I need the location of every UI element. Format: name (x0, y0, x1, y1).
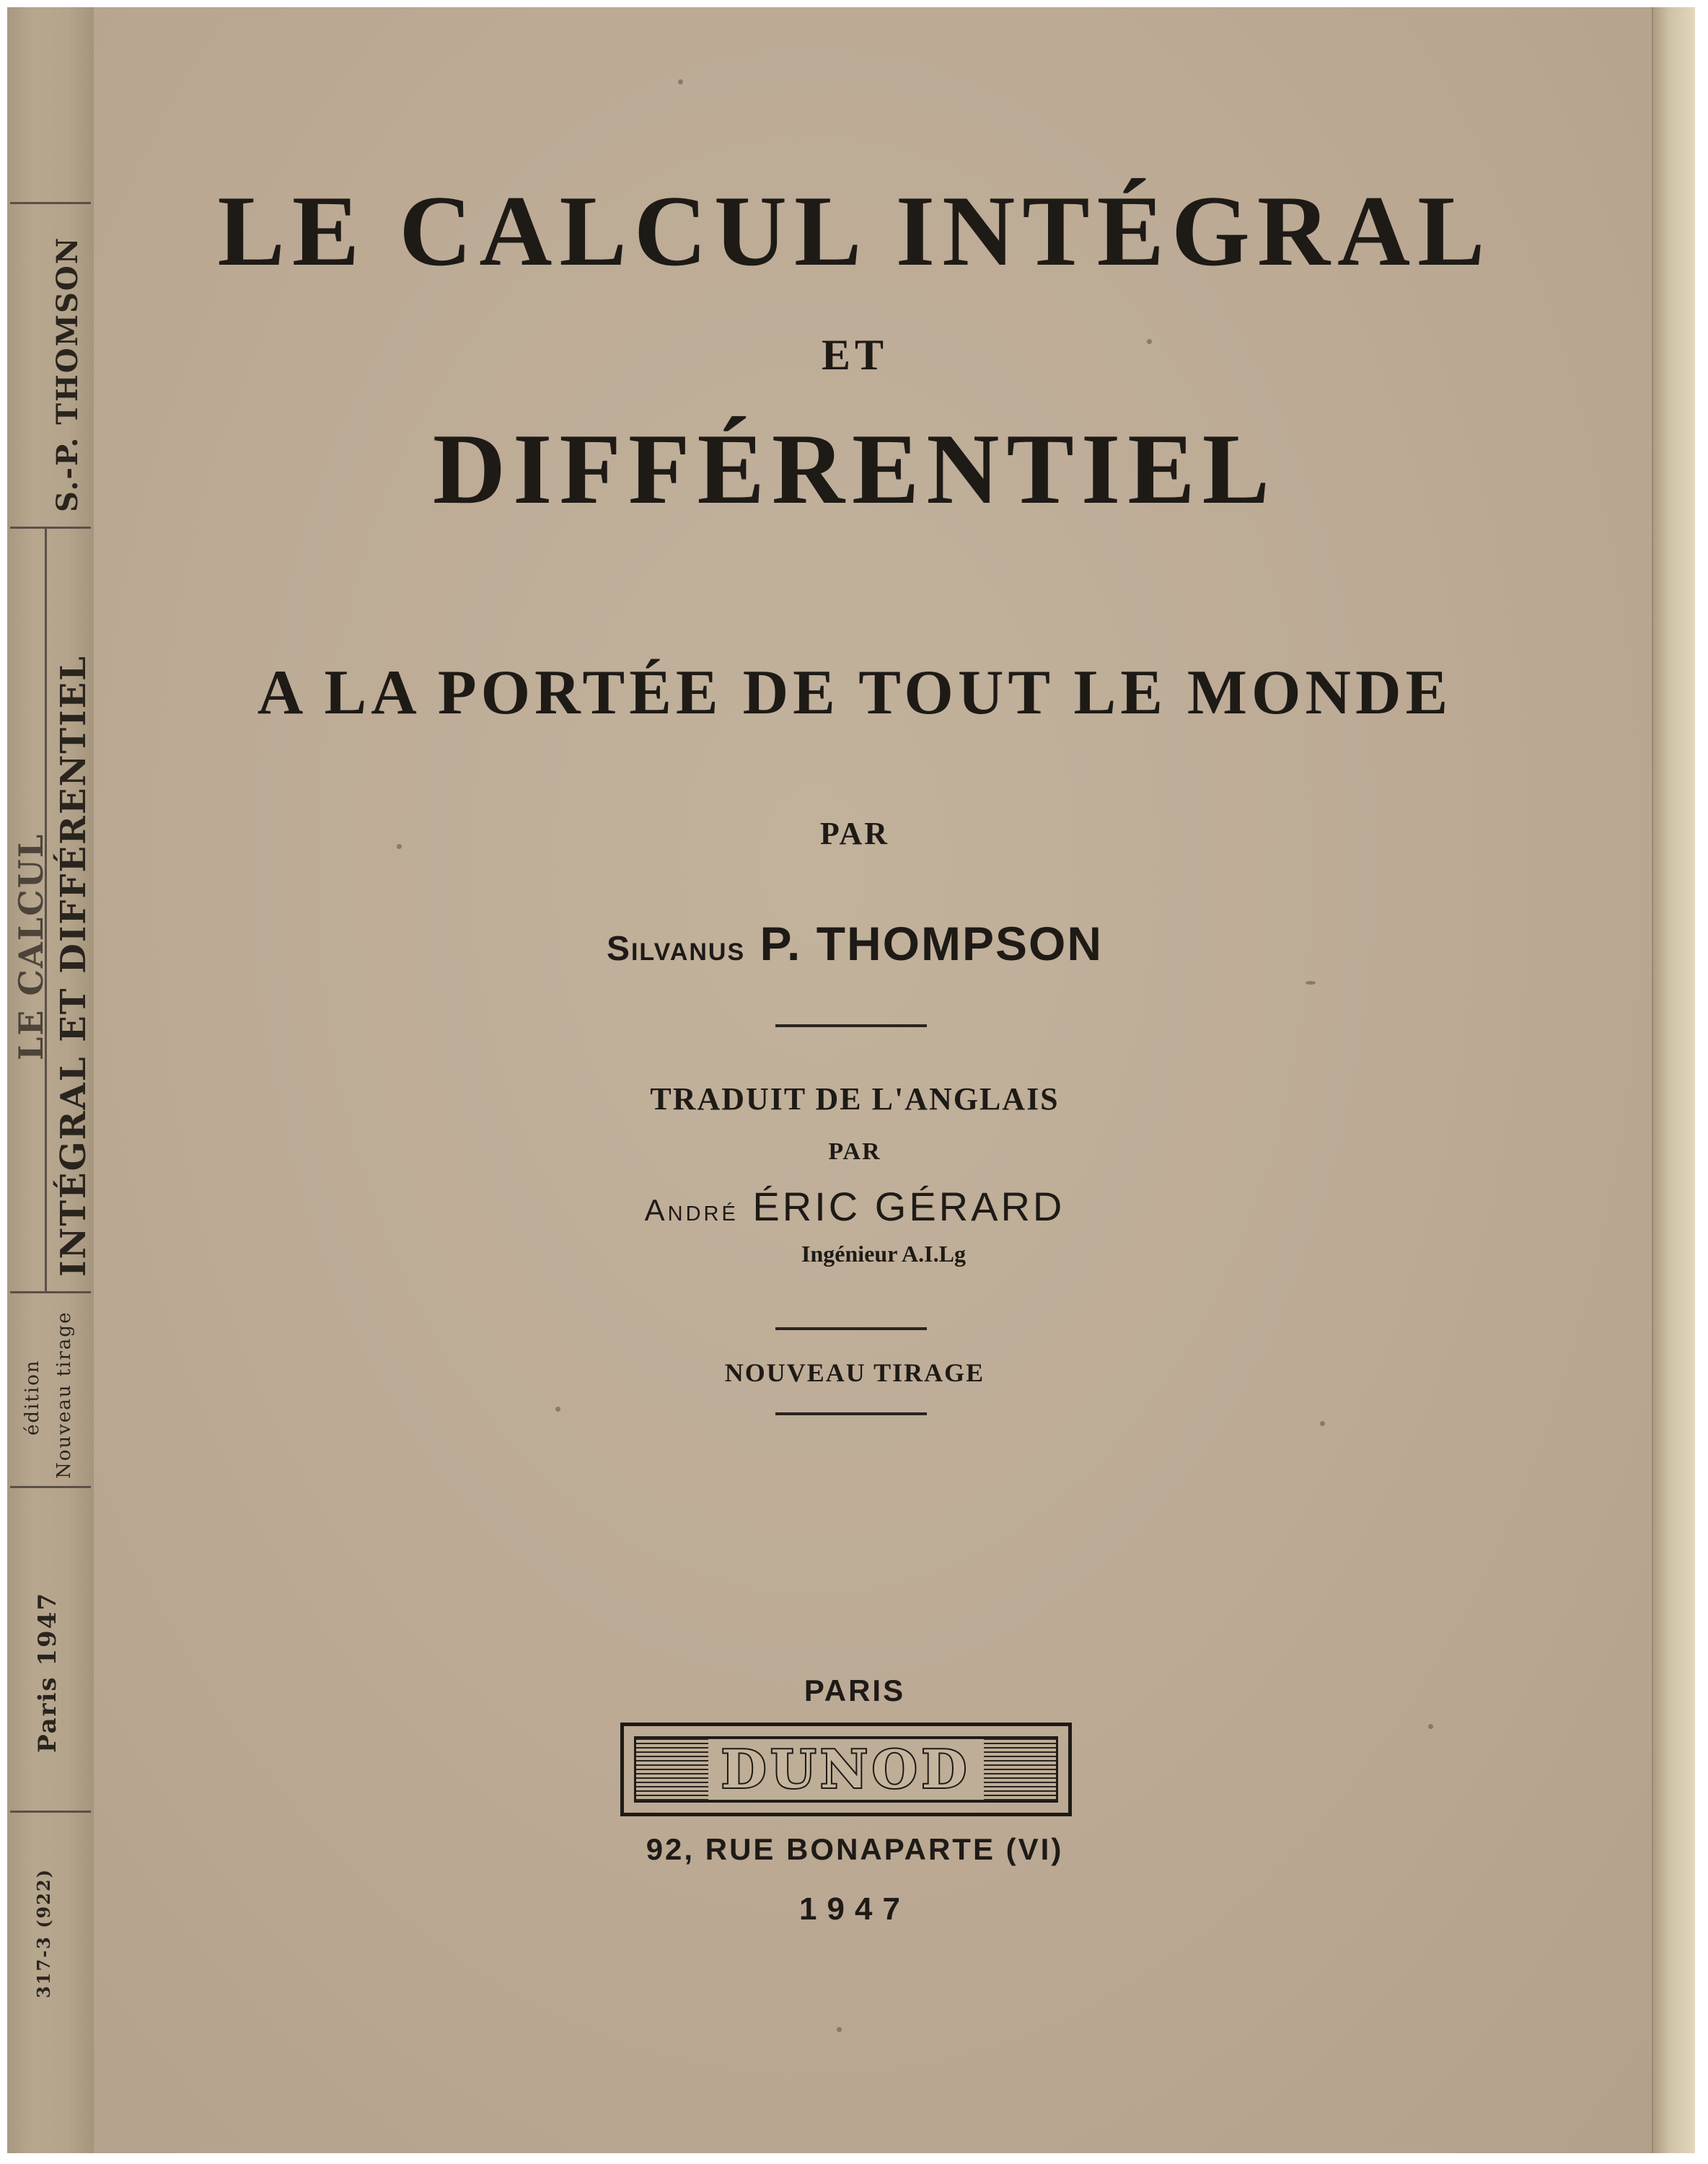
spine-edition-a: Nouveau tirage (53, 1311, 75, 1479)
spine-title-b: LE CALCUL (12, 832, 50, 1060)
spine-rule (10, 527, 91, 529)
spine-code: 317-3 (922) (33, 1868, 54, 1998)
spine-title-a: INTÉGRAL ET DIFFÉRENTIEL (53, 655, 94, 1277)
translator-surname: ÉRIC GÉRARD (752, 1184, 1065, 1229)
spine-city-year: Paris 1947 (33, 1591, 62, 1753)
author-first-name: Silvanus (606, 930, 746, 968)
spine-edition-b: édition (22, 1359, 43, 1435)
par-label: PAR (819, 816, 890, 851)
translated-from: TRADUIT DE L'ANGLAIS (650, 1081, 1060, 1117)
translator-title: Ingénieur A.I.Lg (801, 1241, 966, 1267)
subtitle: A LA PORTÉE DE TOUT LE MONDE (257, 658, 1453, 728)
cover-footer-block (94, 7, 1616, 2153)
printing-note: NOUVEAU TIRAGE (724, 1358, 985, 1387)
author-surname: P. THOMPSON (760, 917, 1104, 970)
spine-rule (10, 1486, 91, 1488)
spine-author: S.-P. THOMSON (50, 236, 84, 512)
translator-first-name: André (644, 1193, 739, 1227)
spine (7, 7, 96, 2153)
spine-rule (10, 202, 91, 204)
front-cover (94, 7, 1695, 2153)
title-line-2: DIFFÉRENTIEL (432, 413, 1277, 525)
book (7, 7, 1695, 2153)
title-line-1: LE CALCUL INTÉGRAL (217, 175, 1492, 287)
page-edge (1652, 7, 1695, 2153)
spine-rule (10, 1811, 91, 1813)
title-et: ET (821, 331, 889, 379)
spine-rule (10, 1291, 91, 1293)
publisher-city: PARIS (804, 1673, 906, 1707)
publisher-address: 92, RUE BONAPARTE (VI) (646, 1832, 1064, 1866)
publication-year: 1947 (799, 1891, 910, 1927)
publisher-logo-text: DUNOD (708, 1739, 984, 1800)
par-small-label: PAR (828, 1138, 881, 1165)
